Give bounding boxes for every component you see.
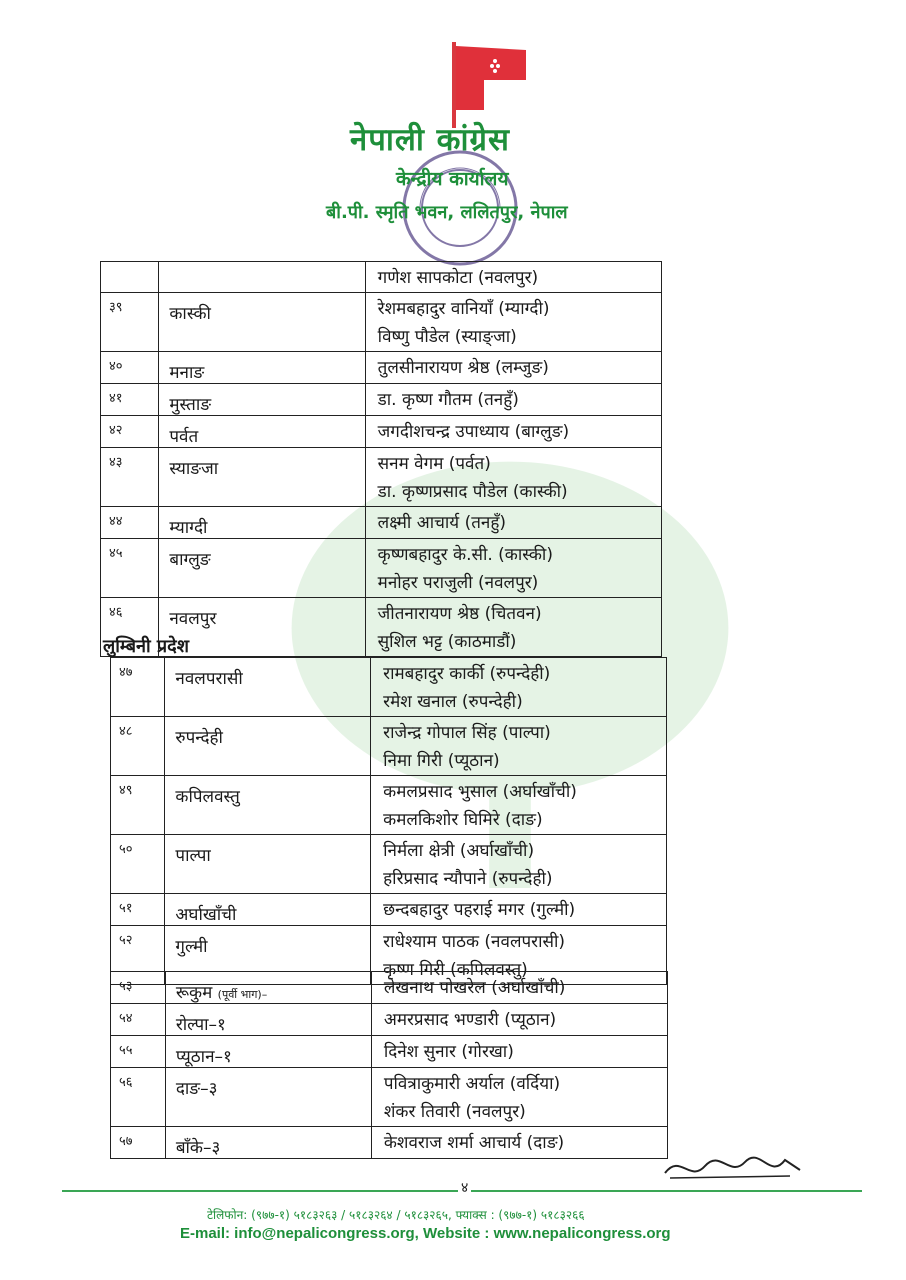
nominee-name: अमरप्रसाद भण्डारी (प्यूठान)	[383, 1010, 557, 1030]
district-table-lumbini	[110, 657, 667, 985]
district-name: अर्घाखाँची	[175, 905, 237, 925]
table-row	[101, 352, 662, 384]
nominee-cell	[365, 507, 661, 539]
table-row	[111, 658, 667, 717]
table-row	[111, 1068, 668, 1127]
nominee-cell	[371, 972, 667, 1004]
nominee-name: राधेश्याम पाठक (नवलपरासी)	[383, 932, 566, 952]
district-cell	[159, 293, 365, 352]
nominee-name: डा. कृष्ण गौतम (तनहुँ)	[377, 390, 519, 410]
district-name: नवलपरासी	[175, 669, 243, 689]
nominee-name: जगदीशचन्द्र उपाध्याय (बाग्लुङ)	[377, 422, 570, 442]
row-number: ४३	[101, 448, 159, 507]
nominee-name: लक्ष्मी आचार्य (तनहुँ)	[377, 513, 506, 533]
nominee-name: सुशिल भट्ट (काठमाडौं)	[377, 632, 517, 652]
district-name: रूकुम	[175, 983, 213, 1003]
district-cell	[165, 658, 371, 717]
footer-contact: E-mail: info@nepalicongress.org, Website : www.nepalicongress.org	[180, 1225, 671, 1242]
row-number: ५१	[111, 894, 165, 926]
nominee-name: शंकर तिवारी (नवलपुर)	[383, 1102, 526, 1122]
row-number: ५७	[111, 1127, 166, 1159]
nominee-cell	[365, 598, 661, 657]
table-row	[101, 416, 662, 448]
district-note: (पूर्वी भाग)–	[217, 988, 268, 1001]
district-cell	[159, 262, 365, 293]
nominee-name: पवित्राकुमारी अर्याल (वर्दिया)	[383, 1074, 561, 1094]
district-name: बाग्लुङ	[169, 550, 211, 570]
organization-name: नेपाली कांग्रेस	[350, 122, 510, 158]
district-name: रुपन्देही	[175, 728, 223, 748]
nominee-name: जीतनारायण श्रेष्ठ (चितवन)	[377, 604, 542, 624]
table-row	[101, 448, 662, 507]
nominee-cell	[371, 1068, 667, 1127]
nominee-name: निमा गिरी (प्यूठान)	[383, 751, 500, 771]
nominee-cell	[365, 416, 661, 448]
district-cell	[159, 598, 365, 657]
district-name: रोल्पा–१	[175, 1015, 226, 1035]
table-row	[101, 293, 662, 352]
table-row	[101, 539, 662, 598]
district-table-gandaki	[100, 261, 662, 657]
row-number: ४०	[101, 352, 159, 384]
district-name: दाङ–३	[175, 1079, 218, 1099]
nominee-name: कृष्ण गिरी (कपिलवस्तु)	[383, 960, 528, 980]
nominee-cell	[371, 835, 667, 894]
district-table-lumbini-cont	[110, 971, 668, 1159]
row-number: ४४	[101, 507, 159, 539]
district-cell	[165, 835, 371, 894]
district-name: बाँके–३	[175, 1138, 221, 1158]
table-row	[111, 1004, 668, 1036]
district-cell	[165, 776, 371, 835]
nominee-name: कृष्णबहादुर के.सी. (कास्की)	[377, 545, 553, 565]
district-name: स्याङजा	[169, 459, 219, 479]
section-title: लुम्बिनी प्रदेश	[103, 636, 189, 657]
table-row	[111, 776, 667, 835]
nominee-cell	[371, 1004, 667, 1036]
row-number: ४८	[111, 717, 165, 776]
district-name: मनाङ	[169, 363, 205, 383]
nominee-cell	[365, 384, 661, 416]
nominee-name: रामबहादुर कार्की (रुपन्देही)	[383, 664, 551, 684]
district-cell	[159, 384, 365, 416]
signature-icon	[660, 1148, 810, 1188]
district-cell	[159, 352, 365, 384]
nominee-name: तुलसीनारायण श्रेष्ठ (लम्जुङ)	[377, 358, 549, 378]
nominee-cell	[365, 293, 661, 352]
nominee-name: हरिप्रसाद न्यौपाने (रुपन्देही)	[383, 869, 553, 889]
district-cell	[165, 1068, 371, 1127]
row-number: ३९	[101, 293, 159, 352]
table-row	[111, 835, 667, 894]
district-name: कास्की	[169, 304, 211, 324]
nominee-name: दिनेश सुनार (गोरखा)	[383, 1042, 514, 1062]
nominee-name: रमेश खनाल (रुपन्देही)	[383, 692, 523, 712]
district-cell	[165, 717, 371, 776]
footer-phones: टेलिफोन: (९७७-१) ५१८३२६३ / ५१८३२६४ / ५१८३२६५, फ्याक्स : (९७७-१) ५१८३२६६	[207, 1208, 585, 1222]
table-row	[111, 717, 667, 776]
row-number: ५४	[111, 1004, 166, 1036]
row-number: ५३	[111, 972, 166, 1004]
district-cell	[165, 972, 371, 1004]
office-name: केन्द्रीय कार्यालय	[396, 168, 509, 190]
district-cell	[165, 1127, 371, 1159]
nominee-name: लेखनाथ पोखरेल (अर्घाखाँची)	[383, 978, 566, 998]
row-number: ५२	[111, 926, 165, 985]
district-name: पाल्पा	[175, 846, 211, 866]
district-cell	[165, 1004, 371, 1036]
table-row	[111, 972, 668, 1004]
table-row	[101, 262, 662, 293]
nominee-name: छन्दबहादुर पहराई मगर (गुल्मी)	[383, 900, 576, 920]
district-cell	[159, 448, 365, 507]
district-name: गुल्मी	[175, 937, 208, 957]
district-cell	[165, 894, 371, 926]
district-cell	[159, 539, 365, 598]
nominee-cell	[371, 894, 667, 926]
district-name: कपिलवस्तु	[175, 787, 240, 807]
nominee-cell	[371, 658, 667, 717]
nominee-name: कमलकिशोर घिमिरे (दाङ)	[383, 810, 543, 830]
row-number: ५०	[111, 835, 165, 894]
nominee-name: सनम वेगम (पर्वत)	[377, 454, 491, 474]
page-number: ४	[458, 1178, 471, 1197]
nominee-name: मनोहर पराजुली (नवलपुर)	[377, 573, 539, 593]
table-row	[111, 1127, 668, 1159]
row-number: ५६	[111, 1068, 166, 1127]
nominee-cell	[365, 539, 661, 598]
row-number: ४६	[101, 598, 159, 657]
table-row	[111, 894, 667, 926]
row-number	[101, 262, 159, 293]
row-number: ४५	[101, 539, 159, 598]
district-name: प्यूठान–१	[175, 1047, 232, 1067]
district-cell	[159, 507, 365, 539]
nominee-cell	[365, 352, 661, 384]
district-name: मुस्ताङ	[169, 395, 212, 415]
nominee-cell	[371, 717, 667, 776]
nominee-name: डा. कृष्णप्रसाद पौडेल (कास्की)	[377, 482, 568, 502]
district-cell	[165, 1036, 371, 1068]
nominee-name: विष्णु पौडेल (स्याङ्जा)	[377, 327, 517, 347]
row-number: ४२	[101, 416, 159, 448]
district-name: नवलपुर	[169, 609, 217, 629]
nominee-name: राजेन्द्र गोपाल सिंह (पाल्पा)	[383, 723, 551, 743]
table-row	[101, 507, 662, 539]
nominee-name: गणेश सापकोटा (नवलपुर)	[377, 268, 539, 288]
office-address: बी.पी. स्मृति भवन, ललितपुर, नेपाल	[326, 202, 568, 223]
row-number: ४७	[111, 658, 165, 717]
nominee-cell	[371, 1036, 667, 1068]
row-number: ४९	[111, 776, 165, 835]
nominee-name: कमलप्रसाद भुसाल (अर्घाखाँची)	[383, 782, 577, 802]
row-number: ४१	[101, 384, 159, 416]
nominee-name: केशवराज शर्मा आचार्य (दाङ)	[383, 1133, 565, 1153]
nominee-cell	[371, 776, 667, 835]
row-number: ५५	[111, 1036, 166, 1068]
district-cell	[159, 416, 365, 448]
nominee-cell	[365, 448, 661, 507]
nominee-name: निर्मला क्षेत्री (अर्घाखाँची)	[383, 841, 535, 861]
nominee-cell	[371, 1127, 667, 1159]
district-name: पर्वत	[169, 427, 199, 447]
table-row	[111, 1036, 668, 1068]
table-row	[101, 384, 662, 416]
letterhead	[0, 0, 906, 262]
district-name: म्याग्दी	[169, 518, 208, 538]
nominee-cell	[365, 262, 661, 293]
party-flag-icon	[446, 40, 536, 130]
nominee-name: रेशमबहादुर वानियाँ (म्याग्दी)	[377, 299, 550, 319]
